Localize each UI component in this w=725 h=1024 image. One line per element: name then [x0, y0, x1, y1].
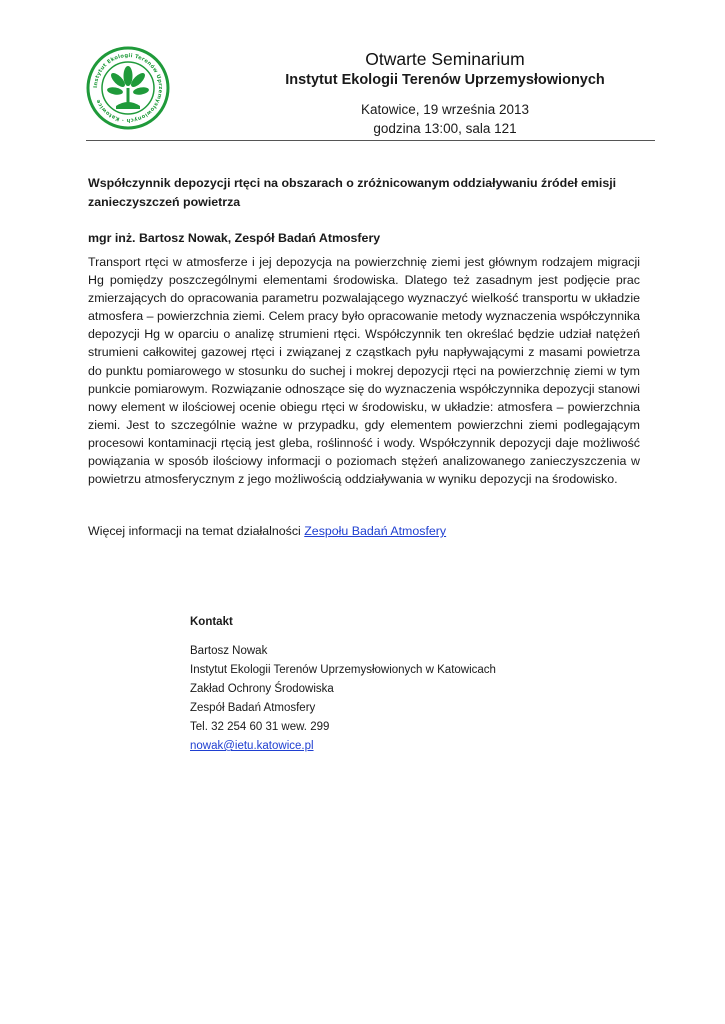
talk-title: Współczynnik depozycji rtęci na obszarach o zróżnicowanym oddziaływaniu źródeł emisji zanieczyszczeń powietrza [88, 176, 617, 209]
contact-institute: Instytut Ekologii Terenów Uprzemysłowionych w Katowicach [190, 664, 496, 676]
contact-email-link[interactable]: nowak@ietu.katowice.pl [190, 740, 314, 752]
svg-text:Instytut Ekologii Terenów Uprz: Instytut Ekologii Terenów Uprzemysłowionych · Katowice [92, 52, 164, 124]
contact-department: Zakład Ochrony Środowiska [190, 683, 334, 695]
speaker: mgr inż. Bartosz Nowak, Zespół Badań Atmosfery [88, 231, 381, 245]
institute-name: Instytut Ekologii Terenów Uprzemysłowionych [285, 72, 605, 88]
leaf-logo-icon [86, 46, 170, 130]
seminar-time-place: godzina 13:00, sala 121 [373, 121, 517, 136]
talk-section [88, 174, 640, 540]
contact-name: Bartosz Nowak [190, 645, 268, 657]
contact-block [190, 613, 630, 756]
talk-abstract: Transport rtęci w atmosferze i jej depozycja na powierzchnię ziemi jest głównym rodzajem migracji Hg pomiędzy poszczególnymi elementami środowiska. Dlatego też zasadnym jest podjęcie prac zmierzających do opracowania parametru pozwalającego wyznaczyć wielkość transportu w układzie atmosfera – powierzchnia ziemi. Celem pracy było opracowanie metody wyznaczenia współczynnika depozycji Hg w oparciu o analizę strumieni rtęci. Współczynnik ten określać będzie udział natężeń strumieni całkowitej gazowej rtęci i związanej z cząstkach pyłu napływającymi z masami powietrza do punktu pomiarowego w stosunku do suchej i mokrej depozycji rtęci na powierzchnię ziemi w tym punkcie pomiarowym. Rozwiązanie odnoszące się do wyznaczenia współczynnika depozycji stanowi nowy element w ilościowej ocenie obiegu rtęci w środowisku, w układzie: atmosfera – powierzchnia ziemi. Jest to szczególnie ważne w przypadku, gdy elementem powierzchni ziemi podlegającym procesowi kontaminacji rtęcią jest gleba, roślinność i wody. Współczynnik depozycji daje możliwość powiązania w sposób ilościowy informacji o poziomach stężeń analizowanego zanieczyszczenia w powietrzu atmosferycznym z jego możliwością oddziaływania w wyniku depozycji na środowisko. [88, 255, 640, 487]
institute-logo [86, 46, 170, 130]
header-divider [86, 140, 655, 141]
contact-heading: Kontakt [190, 616, 233, 628]
more-info-text: Więcej informacji na temat działalności [88, 524, 305, 539]
seminar-header [240, 48, 650, 138]
team-link[interactable]: Zespołu Badań Atmosfery [304, 524, 447, 539]
more-info [88, 522, 640, 540]
contact-team: Zespół Badań Atmosfery [190, 702, 316, 714]
seminar-title: Otwarte Seminarium [365, 49, 525, 69]
seminar-date: Katowice, 19 września 2013 [360, 102, 530, 117]
contact-phone: Tel. 32 254 60 31 wew. 299 [190, 721, 330, 733]
